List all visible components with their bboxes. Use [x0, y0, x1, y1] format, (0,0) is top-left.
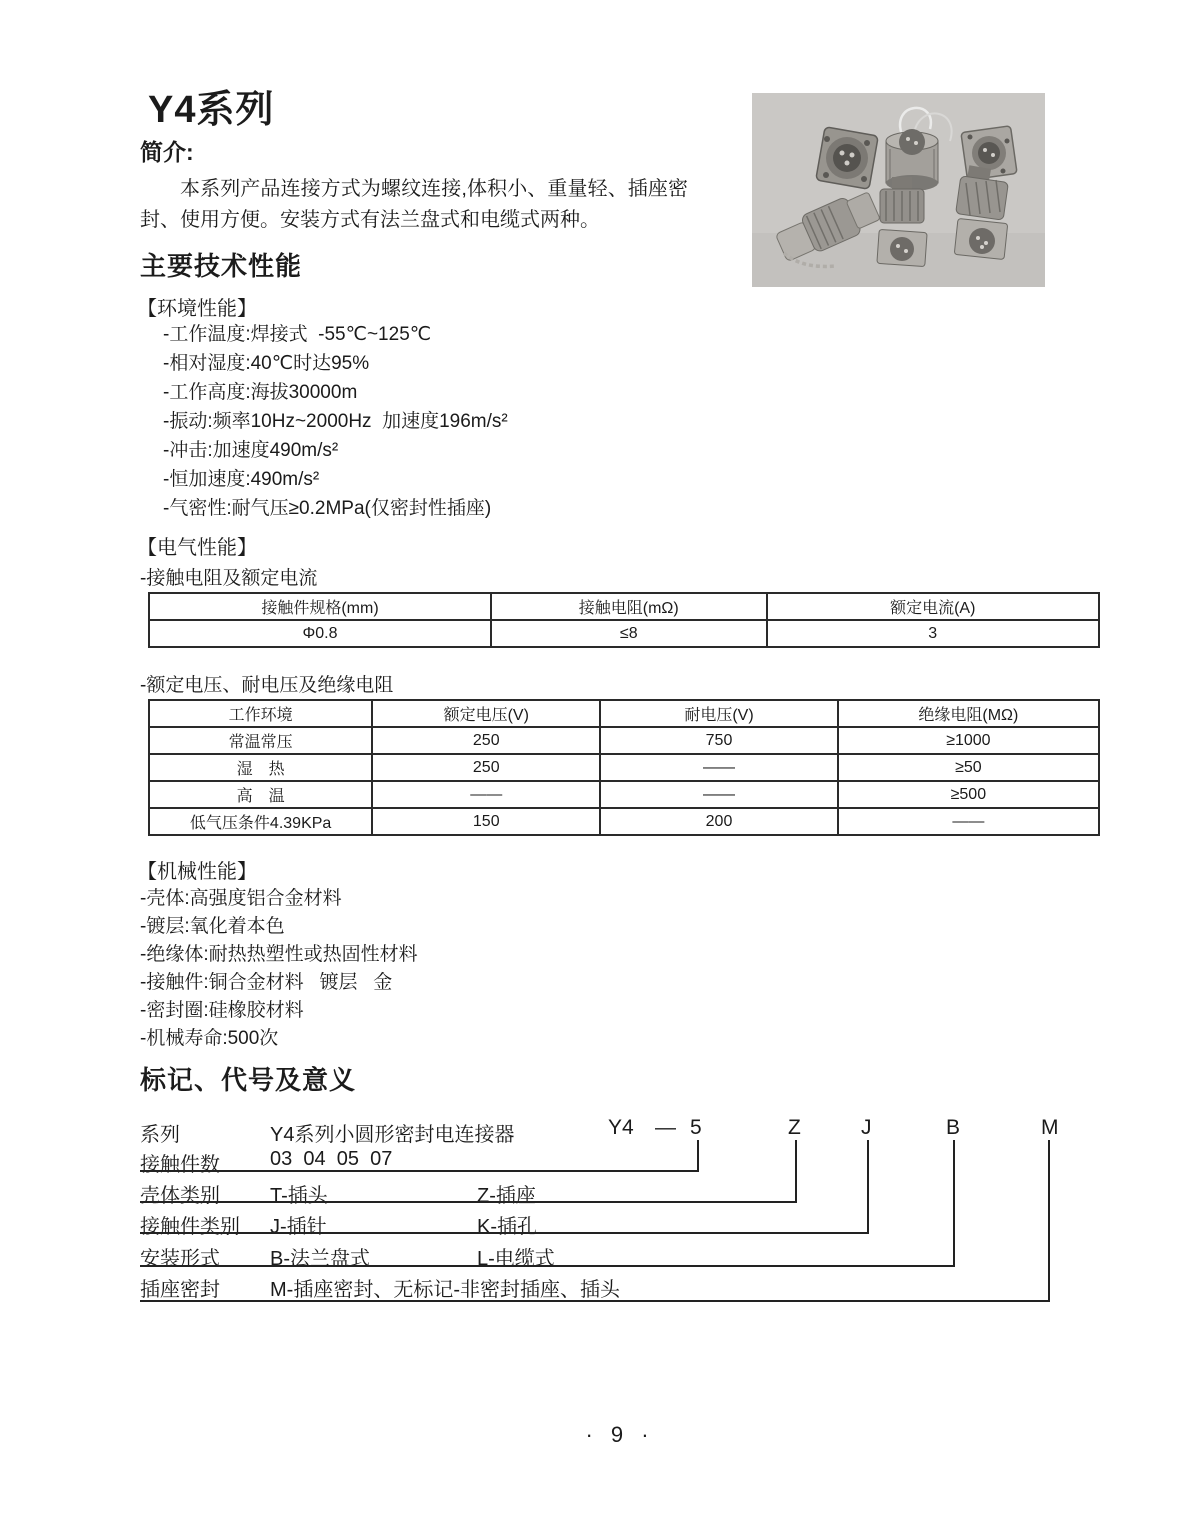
- contact-resistance-subheading: -接触电阻及额定电流: [140, 568, 318, 589]
- table1-header: 额定电流(A): [767, 593, 1100, 620]
- diagram-row-value: K-插孔: [477, 1216, 537, 1238]
- table2-header: 工作环境: [149, 700, 372, 727]
- table2-header: 额定电压(V): [372, 700, 600, 727]
- mech-performance-list: [140, 885, 418, 1053]
- table2-cell: ——: [372, 781, 600, 808]
- mech-performance-label: 【机械性能】: [137, 861, 257, 883]
- table2-cell: ≥500: [838, 781, 1099, 808]
- code-series: Y4: [608, 1116, 634, 1139]
- table2-cell: ——: [600, 781, 838, 808]
- mech-item: -接触件:铜合金材料 镀层 金: [140, 972, 393, 993]
- product-photo: [752, 93, 1045, 287]
- voltage-subheading: -额定电压、耐电压及绝缘电阻: [140, 675, 394, 696]
- table2-cell: 湿 热: [149, 754, 372, 781]
- code-vline-mount-type: [953, 1140, 955, 1265]
- code-vline-contact-count: [697, 1140, 699, 1170]
- table2-cell: 750: [600, 727, 838, 754]
- contact-resistance-table: [148, 592, 1100, 648]
- page-title: Y4系列: [148, 89, 275, 131]
- part-number-diagram: [140, 1112, 1100, 1322]
- diagram-row-label: 接触件数: [140, 1154, 220, 1176]
- mech-item: -壳体:高强度铝合金材料: [140, 888, 342, 909]
- section-heading-tech: 主要技术性能: [140, 251, 303, 281]
- mech-item: -机械寿命:500次: [140, 1028, 279, 1049]
- diagram-row-value: B-法兰盘式: [270, 1248, 370, 1270]
- diagram-row-value: T-插头: [270, 1185, 328, 1207]
- table1-header: 接触件规格(mm): [149, 593, 491, 620]
- env-item: -工作温度:焊接式 -55℃~125℃: [163, 324, 432, 345]
- mech-item: -镀层:氧化着本色: [140, 916, 285, 937]
- mech-item: -密封圈:硅橡胶材料: [140, 1000, 304, 1021]
- code-hline-mount-type: [140, 1265, 955, 1267]
- code-vline-contact-type: [867, 1140, 869, 1232]
- table1-header: 接触电阻(mΩ): [491, 593, 767, 620]
- env-performance-label: 【环境性能】: [137, 298, 257, 320]
- code-seal: M: [1041, 1116, 1059, 1139]
- code-shell-type: Z: [788, 1116, 801, 1139]
- env-item: -相对湿度:40℃时达95%: [163, 353, 370, 374]
- table2-cell: 250: [372, 754, 600, 781]
- diagram-row-label: 安装形式: [140, 1248, 220, 1270]
- diagram-row-value: L-电缆式: [477, 1248, 555, 1270]
- code-hline-contact-type: [140, 1232, 869, 1234]
- section-heading-marking: 标记、代号及意义: [140, 1065, 357, 1095]
- diagram-row-value: M-插座密封、无标记-非密封插座、插头: [270, 1279, 620, 1301]
- code-vline-shell-type: [795, 1140, 797, 1201]
- table2-cell: 高 温: [149, 781, 372, 808]
- diagram-row-label: 插座密封: [140, 1279, 220, 1301]
- table2-cell: 200: [600, 808, 838, 835]
- table2-cell: ≥1000: [838, 727, 1099, 754]
- env-item: -气密性:耐气压≥0.2MPa(仅密封性插座): [163, 498, 492, 519]
- table2-cell: 常温常压: [149, 727, 372, 754]
- env-item: -工作高度:海拔30000m: [163, 382, 358, 403]
- code-hline-shell-type: [140, 1201, 797, 1203]
- table1-cell: ≤8: [491, 620, 767, 647]
- table1-cell: 3: [767, 620, 1100, 647]
- diagram-row-value: Y4系列小圆形密封电连接器: [270, 1124, 515, 1146]
- env-item: -恒加速度:490m/s²: [163, 469, 320, 490]
- mech-item: -绝缘体:耐热热塑性或热固性材料: [140, 944, 418, 965]
- table2-cell: ——: [600, 754, 838, 781]
- code-mount-type: B: [946, 1116, 961, 1139]
- diagram-row-label: 壳体类别: [140, 1185, 220, 1207]
- page-number: · 9 ·: [585, 1422, 655, 1447]
- table2-cell: 低气压条件4.39KPa: [149, 808, 372, 835]
- code-dash: —: [655, 1116, 676, 1139]
- elec-performance-label: 【电气性能】: [137, 537, 257, 559]
- env-performance-list: [163, 320, 508, 523]
- intro-heading: 简介:: [140, 139, 194, 165]
- diagram-row-value: 03 04 05 07: [270, 1148, 393, 1170]
- code-hline-contact-count: [140, 1170, 699, 1172]
- intro-paragraph: 本系列产品连接方式为螺纹连接,体积小、重量轻、插座密封、使用方便。安装方式有法兰盘式和电缆式两种。: [140, 178, 688, 231]
- diagram-row-value: Z-插座: [477, 1185, 536, 1207]
- code-contact-count: 5: [690, 1116, 702, 1139]
- env-item: -冲击:加速度490m/s²: [163, 440, 339, 461]
- code-hline-seal: [140, 1300, 1050, 1302]
- product-photo-image: [752, 93, 1045, 287]
- table2-cell: ——: [838, 808, 1099, 835]
- code-vline-seal: [1048, 1140, 1050, 1300]
- table2-header: 绝缘电阻(MΩ): [838, 700, 1099, 727]
- table2-cell: ≥50: [838, 754, 1099, 781]
- table2-cell: 150: [372, 808, 600, 835]
- env-item: -振动:频率10Hz~2000Hz 加速度196m/s²: [163, 411, 508, 432]
- table2-header: 耐电压(V): [600, 700, 838, 727]
- diagram-row-value: J-插针: [270, 1216, 327, 1238]
- table1-cell: Φ0.8: [149, 620, 491, 647]
- table2-cell: 250: [372, 727, 600, 754]
- code-contact-type: J: [861, 1116, 872, 1139]
- diagram-row-label: 接触件类别: [140, 1216, 240, 1238]
- diagram-row-label: 系列: [140, 1124, 180, 1146]
- voltage-table: [148, 699, 1100, 836]
